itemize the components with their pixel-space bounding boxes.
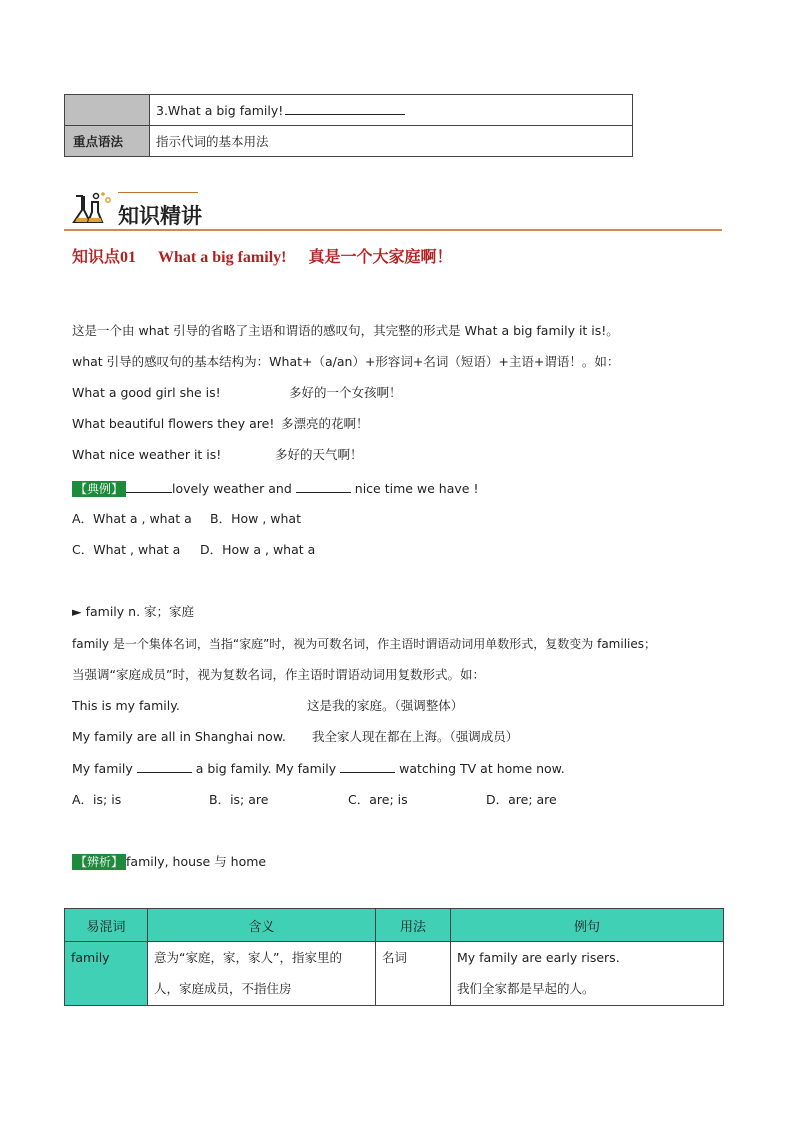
table-header-row [65,909,724,942]
answer-blank[interactable] [296,480,351,493]
column-header: 易混词 [65,909,148,942]
example-en: My family are all in Shanghai now. [72,729,286,744]
option-d[interactable]: D．How a , what a [200,542,316,557]
column-header: 例句 [451,909,724,942]
word-cell: family [65,942,148,1006]
paragraph: 当强调“家庭成员”时，视为复数名词，作主语时谓语动词用复数形式。如： [72,667,485,682]
example-cell: My family are early risers. 我们全家都是早起的人。 [451,942,724,1006]
option-b[interactable]: B．How , what [210,511,301,526]
example-zh: 这是我的家庭。（强调整体） [307,698,464,713]
answer-blank[interactable] [340,760,395,773]
comparison-heading: 【辨析】 family, house 与 home [72,854,266,870]
usage-cell: 名词 [376,942,451,1006]
example-question: 【典例】 lovely weather and nice time we have ! [72,480,478,497]
row-header-empty [65,95,150,126]
comparison-table [64,908,724,1006]
practice-question: My family a big family. My family watching TV at home now. [72,761,565,776]
example-zh: 多漂亮的花啊！ [281,416,369,431]
option-a[interactable]: A．What a , what a [72,511,192,526]
lab-flask-icon [70,188,114,228]
option-c[interactable]: C．are; is [348,792,408,807]
answer-blank[interactable] [126,480,172,493]
option-d[interactable]: D．are; are [486,792,557,807]
row-header: 重点语法 [65,126,150,157]
section-divider [64,229,722,231]
option-b[interactable]: B．is; are [209,792,269,807]
table-cell: 指示代词的基本用法 [150,126,633,157]
column-header: 含义 [148,909,376,942]
comparison-tag: 【辨析】 [72,854,126,870]
example-en: What beautiful flowers they are! [72,416,275,431]
example-zh: 多好的一个女孩啊！ [289,385,402,400]
example-en: What a good girl she is! [72,385,221,400]
table-cell: 3.What a big family! [150,95,633,126]
table-row [65,95,633,126]
column-header: 用法 [376,909,451,942]
answer-blank[interactable] [137,760,192,773]
example-en: This is my family. [72,698,180,713]
summary-table [64,94,633,157]
example-tag: 【典例】 [72,481,126,497]
knowledge-point-heading: 知识点01 What a big family! 真是一个大家庭啊！ [72,249,453,266]
option-a[interactable]: A．is; is [72,792,122,807]
section-title: 知识精讲 [118,204,202,228]
paragraph: family 是一个集体名词，当指“家庭”时，视为可数名词，作主语时谓语动词用单数形式，复数变为 families； [72,637,657,651]
example-zh: 我全家人现在都在上海。（强调成员） [312,729,519,744]
table-row [65,942,724,1006]
answer-blank[interactable] [285,102,405,115]
option-c[interactable]: C．What , what a [72,542,181,557]
table-row [65,126,633,157]
vocab-heading: ► family n. 家；家庭 [72,604,195,619]
paragraph: what 引导的感叹句的基本结构为：What+（a/an）+形容词+名词（短语）+主语+谓语！。如： [72,354,620,369]
decor-line [118,192,198,193]
paragraph: 这是一个由 what 引导的省略了主语和谓语的感叹句，其完整的形式是 What a big family it is!。 [72,323,619,338]
example-zh: 多好的天气啊！ [275,447,363,462]
example-en: What nice weather it is! [72,447,222,462]
meaning-cell: 意为“家庭，家，家人”，指家里的 人，家庭成员，不指住房 [148,942,376,1006]
